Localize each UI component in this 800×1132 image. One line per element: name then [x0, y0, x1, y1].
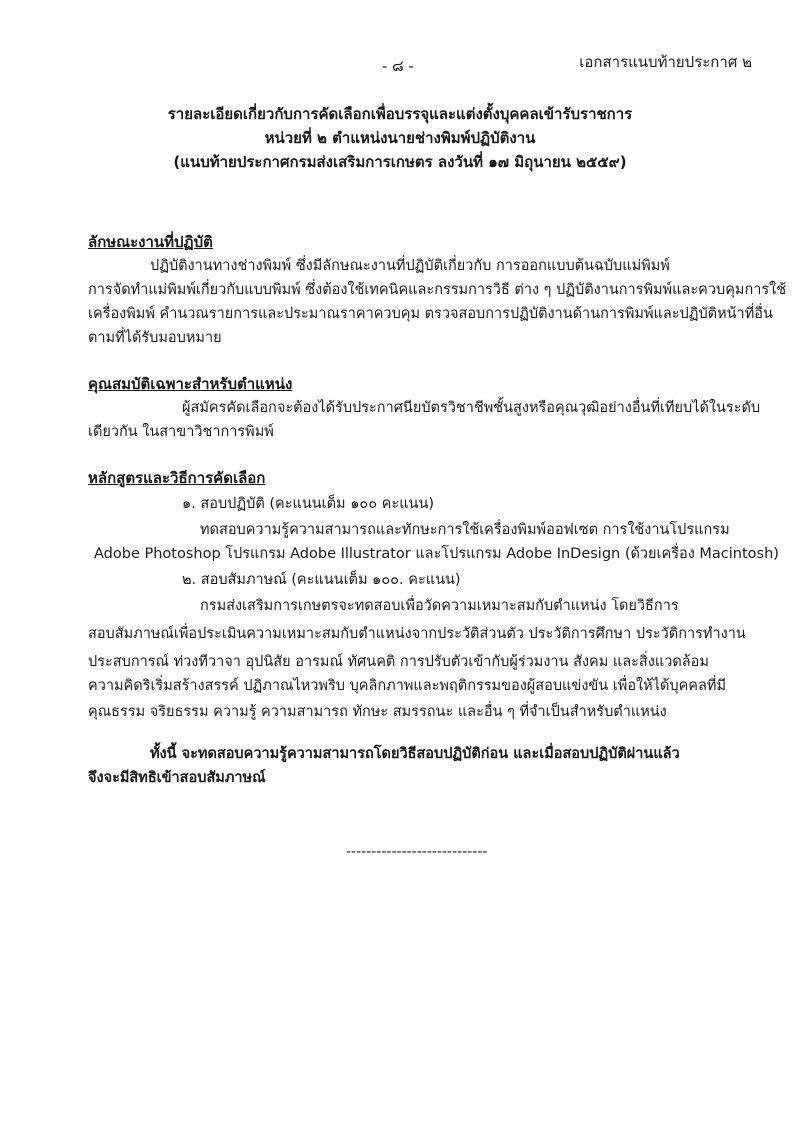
qualification-line-2: เดียวกัน ในสาขาวิชาการพิมพ์: [88, 424, 274, 440]
title-line-1: รายละเอียดเกี่ยวกับการคัดเลือกเพื่อบรรจุและแต่งตั้งบุคคลเข้ารับราชการ: [167, 105, 633, 123]
selection-item-1-line-1: ทดสอบความรู้ความสามารถและทักษะการใช้เครื่องพิมพ์ออฟเซต การใช้งานโปรแกรม: [200, 522, 730, 538]
title-line-3: (แนบท้ายประกาศกรมส่งเสริมการเกษตร ลงวันที่ ๑๗ มิถุนายน ๒๕๕๙): [173, 153, 627, 171]
section-heading-work: ลักษณะงานที่ปฏิบัติ: [88, 233, 213, 251]
closing-line-1: ทั้งนี้ จะทดสอบความรู้ความสามารถโดยวิธีสอบปฏิบัติก่อน และเมื่อสอบปฏิบัติผ่านแล้ว: [150, 746, 680, 762]
work-line-2: การจัดทำแม่พิมพ์เกี่ยวกับแบบพิมพ์ ซึ่งต้องใช้เทคนิคและกรรมการวิธี ต่าง ๆ ปฏิบัติงานการพิมพ์และควบคุมการใช้: [88, 282, 787, 298]
selection-item-2-line-5: คุณธรรม จริยธรรม ความรู้ ความสามารถ ทักษะ สมรรถนะ และอื่น ๆ ที่จำเป็นสำหรับตำแหน่ง: [88, 704, 667, 720]
selection-item-1-line-2: Adobe Photoshop โปรแกรม Adobe Illustrator และโปรแกรม Adobe InDesign (ด้วยเครื่อง Macintosh): [94, 546, 779, 562]
section-heading-qualification: คุณสมบัติเฉพาะสำหรับตำแหน่ง: [88, 375, 293, 393]
selection-item-2-title: ๒. สอบสัมภาษณ์ (คะแนนเต็ม ๑๐๐. คะแนน): [182, 572, 461, 588]
work-line-4: ตามที่ได้รับมอบหมาย: [88, 330, 222, 346]
closing-line-2: จึงจะมีสิทธิเข้าสอบสัมภาษณ์: [88, 770, 266, 786]
title-line-2: หน่วยที่ ๒ ตำแหน่งนายช่างพิมพ์ปฏิบัติงาน: [264, 129, 536, 147]
selection-item-1-title: ๑. สอบปฏิบัติ (คะแนนเต็ม ๑๐๐ คะแนน): [182, 496, 435, 512]
selection-item-2-line-4: ความคิดริเริ่มสร้างสรรค์ ปฏิภาณไหวพริบ บุคลิกภาพและพฤติกรรมของผู้สอบแข่งขัน เพื่อให้ได้บุคคลที่มี: [88, 678, 727, 694]
work-line-1: ปฏิบัติงานทางช่างพิมพ์ ซึ่งมีลักษณะงานที่ปฏิบัติเกี่ยวกับ การออกแบบต้นฉบับแม่พิมพ์: [150, 258, 670, 274]
selection-item-2-line-2: สอบสัมภาษณ์เพื่อประเมินความเหมาะสมกับตำแหน่งจากประวัติส่วนตัว ประวัติการศึกษา ประวัติการทำงาน: [88, 626, 746, 642]
qualification-line-1: ผู้สมัครคัดเลือกจะต้องได้รับประกาศนียบัตรวิชาชีพชั้นสูงหรือคุณวุฒิอย่างอื่นที่เทียบได้ในระดับ: [182, 400, 761, 416]
selection-item-2-line-1: กรมส่งเสริมการเกษตรจะทดสอบเพื่อวัดความเหมาะสมกับตำแหน่ง โดยวิธีการ: [200, 598, 679, 614]
page-number: - ๘ -: [382, 57, 414, 75]
selection-item-2-line-3: ประสบการณ์ ท่วงทีวาจา อุปนิสัย อารมณ์ ทัศนคติ การปรับตัวเข้ากับผู้ร่วมงาน สังคม และสิ่งแวดล้อม: [88, 654, 709, 670]
work-line-3: เครื่องพิมพ์ คำนวณรายการและประมาณราคาควบคุม ตรวจสอบการปฏิบัติงานด้านการพิมพ์และปฏิบัติหน้าที่อื่น: [88, 306, 773, 322]
end-divider: ----------------------------: [346, 844, 488, 860]
document-attachment-label: เอกสารแนบท้ายประกาศ ๒: [579, 53, 752, 71]
section-heading-selection: หลักสูตรและวิธีการคัดเลือก: [88, 469, 266, 487]
